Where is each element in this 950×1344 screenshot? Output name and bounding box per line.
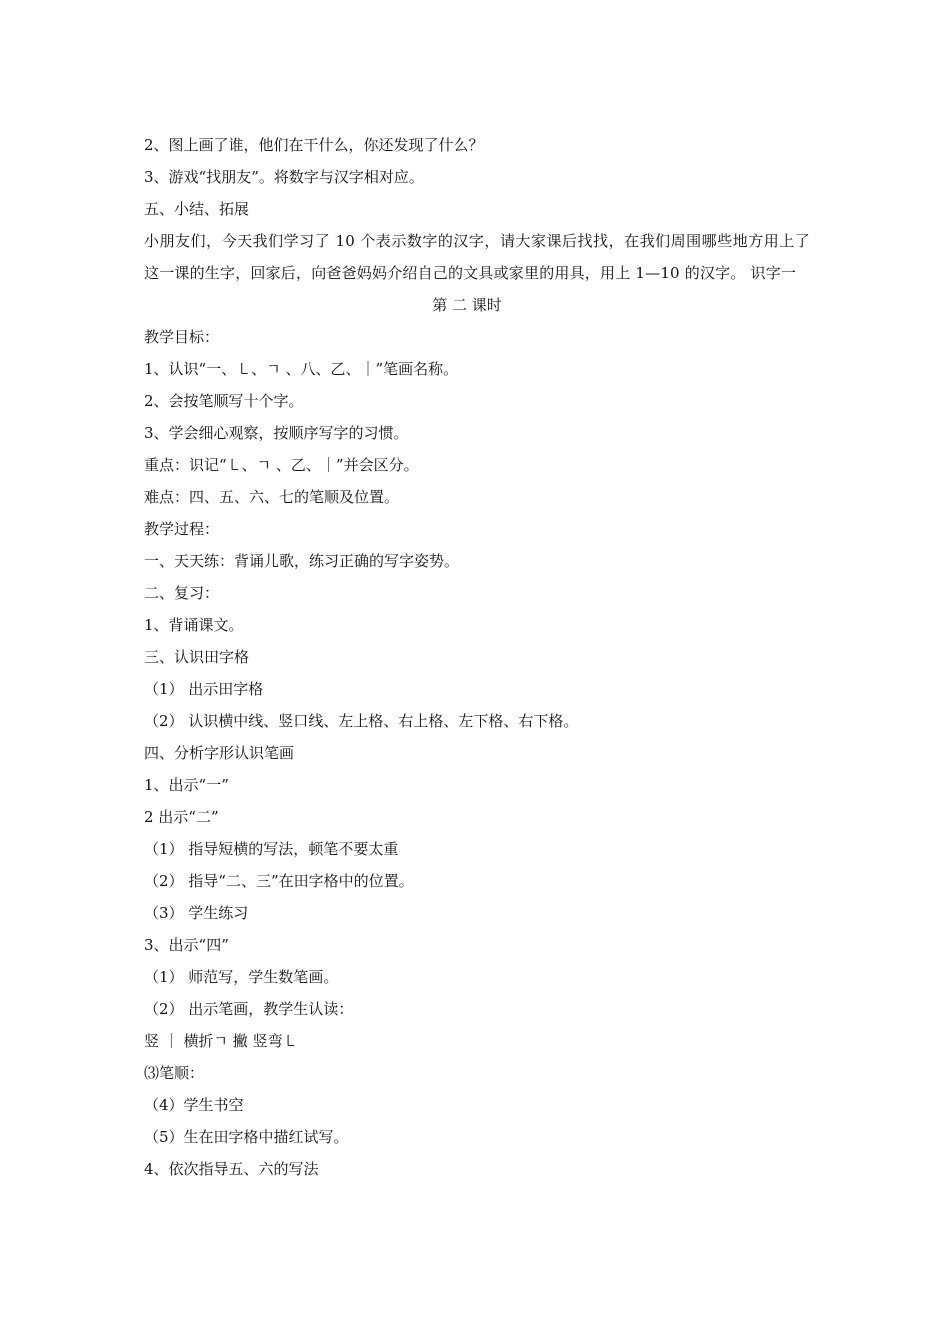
text-line: 3、学会细心观察，按顺序写字的习惯。 (144, 424, 409, 442)
text-line: ⑶笔顺： (144, 1064, 205, 1082)
text-line: 重点：识记“㇄、ㄱ 、乙、｜”并会区分。 (144, 456, 419, 474)
text-line: 1、背诵课文。 (144, 616, 244, 634)
text-line: 一、天天练：背诵儿歌，练习正确的写字姿势。 (144, 552, 460, 570)
document-content (144, 129, 810, 1185)
text-line: 教学过程： (144, 520, 220, 538)
text-line: 四、分析字形认识笔画 (144, 744, 295, 762)
text-line: （1） 出示田字格 (144, 680, 264, 698)
text-line: 4、依次指导五、六的写法 (144, 1160, 319, 1178)
lesson-title: 第 二 课时 (432, 296, 502, 314)
section-heading: 五、小结、拓展 (144, 200, 250, 218)
text-line: 3、出示“四” (144, 936, 229, 954)
text-line: 1、出示“一” (144, 776, 229, 794)
text-line: （2） 指导“二、三”在田字格中的位置。 (144, 872, 414, 890)
text-line: （1） 指导短横的写法，顿笔不要太重 (144, 840, 399, 858)
text-line: （4）学生书空 (144, 1096, 244, 1114)
text-line: 2 出示“二” (144, 808, 219, 826)
text-line: （3） 学生练习 (144, 904, 249, 922)
text-line: 2、会按笔顺写十个字。 (144, 392, 304, 410)
text-line: 竖 ｜ 横折ㄱ 撇 竖弯㇄ (144, 1032, 298, 1050)
text-line: 二、复习： (144, 584, 220, 602)
text-line: 1、认识“一、㇄、ㄱ 、八、乙、｜”笔画名称。 (144, 360, 459, 378)
text-line: 三、认识田字格 (144, 648, 250, 666)
text-line: （2） 认识横中线、竖口线、左上格、右上格、左下格、右下格。 (144, 712, 579, 730)
text-line: （2） 出示笔画，教学生认读： (144, 1000, 354, 1018)
text-line: （1） 师范写，学生数笔画。 (144, 968, 339, 986)
text-line: （5）生在田字格中描红试写。 (144, 1128, 349, 1146)
text-line: 教学目标： (144, 328, 220, 346)
text-line: 3、游戏“找朋友”。将数字与汉字相对应。 (144, 168, 424, 186)
text-line: 2、图上画了谁，他们在干什么，你还发现了什么？ (144, 136, 484, 154)
summary-paragraph: 小朋友们，今天我们学习了 10 个表示数字的汉字，请大家课后找找，在我们周围哪些地方用上了这一课的生字，回家后，向爸爸妈妈介绍自己的文具或家里的用具，用上 1—10 的汉字。 识字一 (144, 232, 810, 282)
text-line: 难点：四、五、六、七的笔顺及位置。 (144, 488, 400, 506)
